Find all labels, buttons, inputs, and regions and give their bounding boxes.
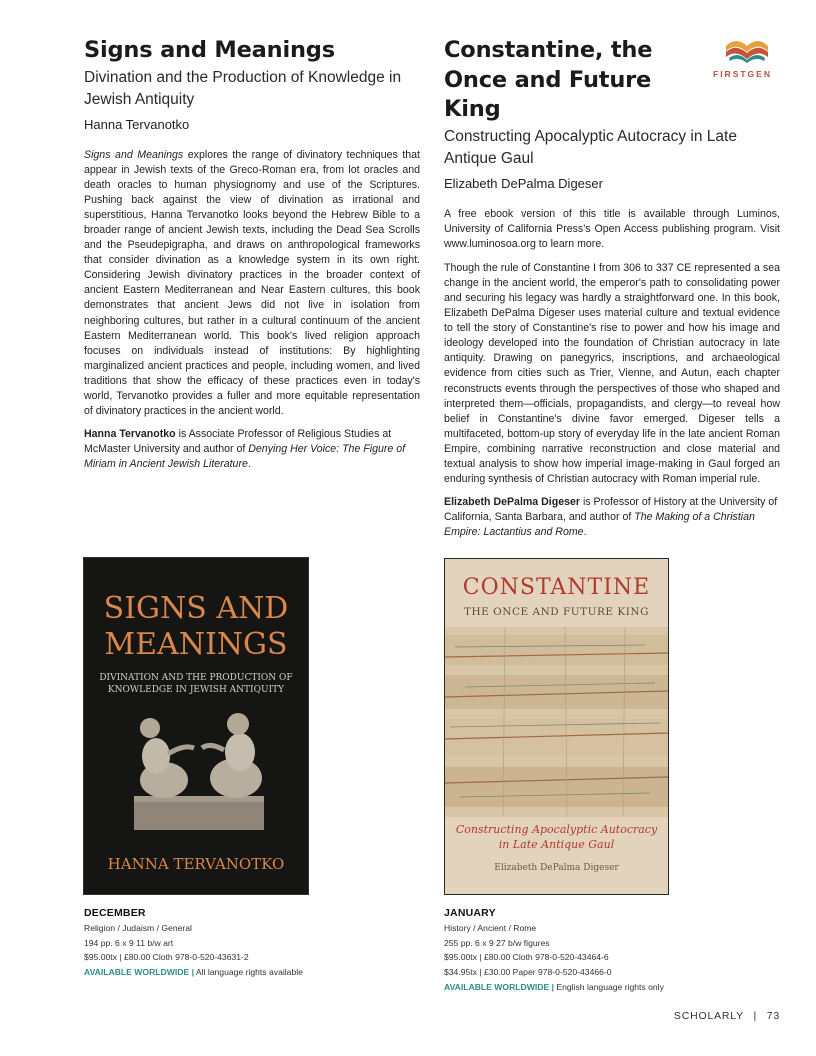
subject-category: Religion / Judaism / General <box>84 922 192 933</box>
book-description <box>84 148 420 420</box>
price-paper: $34.95tx | £30.00 Paper 978-0-520-43466-0 <box>444 967 612 978</box>
cover-tagline-line-2: in Late Antique Gaul <box>498 838 615 851</box>
book-subtitle: Constructing Apocalyptic Autocracy in Late Antique Gaul <box>444 127 737 167</box>
firstgen-logo-text: FIRSTGEN <box>713 69 772 79</box>
cover-map-image <box>445 627 668 817</box>
book-title: Signs and Meanings <box>84 37 335 63</box>
author-bio <box>84 427 420 472</box>
rights-line <box>84 965 424 980</box>
book-specs: 255 pp. 6 x 9 27 b/w figures <box>444 937 550 948</box>
pub-season: DECEMBER <box>84 907 146 919</box>
book-description: Though the rule of Constantine I from 306 to 337 CE represented a sea change in the ancient world, the emperor's path to consolidating power and securing his legacy was hardly a straightforward one. In this book, Elizabeth DePalma Digeser uses material culture and textual evidence to tell the story of Constantine's rise to power and how his image and ideology developed into the foundation of Christian autocracy in late antiquity. Drawing on panegyrics, inscriptions, and archaeological evidence from cities such as Trier, Vienne, and Autun, each chapter reconstructs events through the perspectives of those who shaped and interpreted them—officials, propagandists, and clergy—to reveal how belief in Constantine's divine favor emerged. Digeser tells a multifaceted, bottom-up story of everyday life in the late ancient Roman Empire, combining narrative reconstruction and close material and textual analysis to show how imperial image-making in Gaul forged an enduring synthesis of Christian autocracy with Roman imperial rule. <box>444 261 780 486</box>
page-number: 73 <box>766 1010 780 1022</box>
cover-subtitle: THE ONCE AND FUTURE KING <box>464 606 649 618</box>
bio-end: . <box>247 458 251 471</box>
description-title-italic: Signs and Meanings <box>84 148 184 161</box>
description-text: explores the range of divinatory techniques that appear in Jewish texts of the Greco-Roman era, from lot oracles and death oracles to human physiognomy and use of the Scriptures. Pushing back against the view of divination as irrational and superstitious, Hanna Tervanotko looks beyond the Hebrew Bible to a broader range of ancient Jewish texts, including the Dead Sea Scrolls and the Pseudepigrapha, and draws on anthropological frameworks that consider divination as a knowledge system in its own right. Considering Jewish divinatory practices in the broader context of ancient Eastern Mediterranean and Near Eastern cultures, this book demonstrates that ancient Jews did not live in isolation from neighboring cultures, but rather in a cultural continuum of the ancient Eastern Mediterranean world. This book's lived religion approach focuses on individuals instead of institutions: By highlighting marginalized ancient practices and people, including women, and lived traditions that show the efficacy of these practices even in today's world, Tervanotko provides a fuller and more equitable representation of divinatory practices in the ancient world. <box>84 148 420 418</box>
rights-text: English language rights only <box>553 981 664 992</box>
open-access-note: A free ebook version of this title is available through Luminos, University of California Press's Open Access publishing program. Visit www.luminosoa.org to learn more. <box>444 207 780 250</box>
footer-separator: | <box>753 1010 757 1022</box>
book-cover-constantine <box>444 558 669 895</box>
book-info-left <box>84 906 424 980</box>
book-subtitle: Divination and the Production of Knowledge in Jewish Antiquity <box>84 68 402 108</box>
price-cloth: $95.00tx | £80.00 Cloth 978-0-520-43631-2 <box>84 952 249 963</box>
price-cloth: $95.00tx | £80.00 Cloth 978-0-520-43464-6 <box>444 952 609 963</box>
cover-tagline-line-1: Constructing Apocalyptic Autocracy <box>455 823 658 836</box>
book-specs: 194 pp. 6 x 9 11 b/w art <box>84 937 174 948</box>
left-book-entry <box>84 36 420 472</box>
cover-title-line-1: SIGNS AND <box>103 591 289 626</box>
book-author: Elizabeth DePalma Digeser <box>444 175 603 191</box>
book-author: Hanna Tervanotko <box>84 116 190 132</box>
bio-end: . <box>583 526 587 539</box>
rights-line <box>444 980 784 995</box>
author-bio <box>444 495 780 540</box>
bio-name: Hanna Tervanotko <box>84 428 176 441</box>
bio-text: is Associate Professor of Religious Studies at McMaster University and author of <box>84 428 392 456</box>
section-name: SCHOLARLY <box>673 1010 744 1022</box>
availability-label: AVAILABLE WORLDWIDE | <box>84 967 194 978</box>
book-info-right <box>444 906 784 995</box>
book-cover-signs-and-meanings <box>84 558 308 894</box>
cover-figurines-image <box>84 698 308 838</box>
bio-book-title: The Making of a Christian Empire: Lactantius and Rome <box>444 511 755 539</box>
bio-text: is Professor of History at the University of California, Santa Barbara, and author of <box>444 496 778 524</box>
cover-author: Elizabeth DePalma Digeser <box>494 863 619 873</box>
cover-subtitle-line-2: KNOWLEDGE IN JEWISH ANTIQUITY <box>107 685 285 695</box>
cover-title: CONSTANTINE <box>462 575 651 600</box>
page-footer <box>674 1010 780 1022</box>
title-line-1: Constantine, the <box>444 37 653 63</box>
title-line-2: Once and Future <box>444 66 652 93</box>
title-line-3: King <box>444 96 501 122</box>
rights-text: All language rights available <box>193 967 303 978</box>
bio-name: Elizabeth DePalma Digeser <box>444 496 581 509</box>
availability-label: AVAILABLE WORLDWIDE | <box>444 981 554 992</box>
subject-category: History / Ancient / Rome <box>444 922 537 933</box>
cover-title-line-2: MEANINGS <box>104 627 288 662</box>
cover-subtitle-line-1: DIVINATION AND THE PRODUCTION OF <box>99 673 293 683</box>
bio-book-title: Denying Her Voice: The Figure of Miriam in Ancient Jewish Literature <box>84 443 406 471</box>
pub-season: JANUARY <box>444 907 496 919</box>
cover-author: HANNA TERVANOTKO <box>107 855 285 873</box>
right-book-entry <box>444 36 780 540</box>
